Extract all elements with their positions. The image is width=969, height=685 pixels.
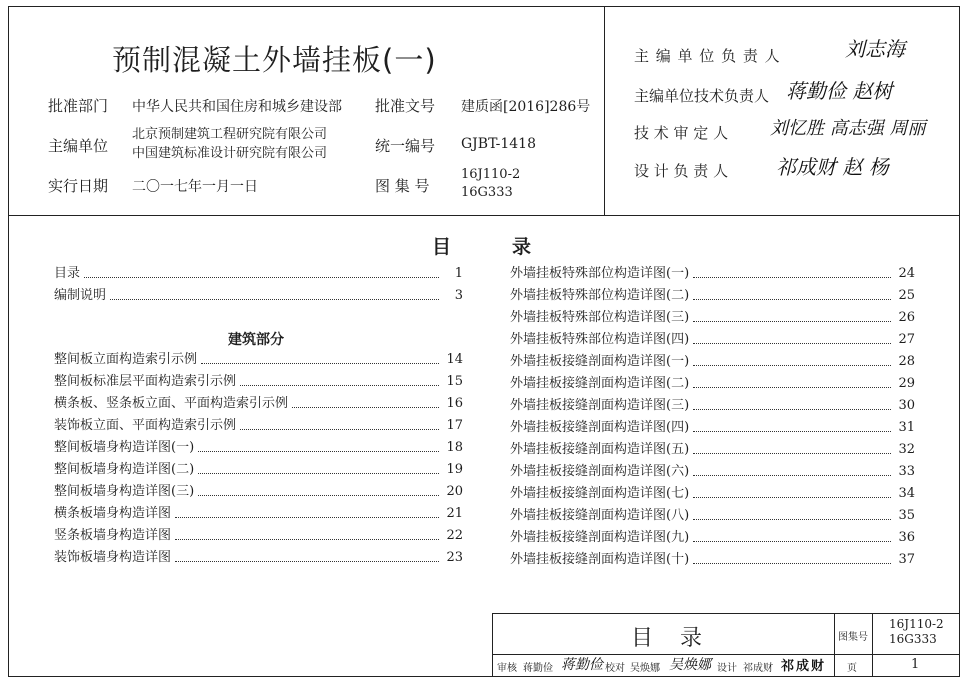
unified-no-label: 统一编号 <box>375 137 436 155</box>
toc-item-title: 整间板墙身构造详图(一) <box>54 440 195 455</box>
toc-item <box>54 263 463 285</box>
toc-item-title: 整间板标准层平面构造索引示例 <box>54 374 237 389</box>
toc-item-page: 15 <box>446 374 463 389</box>
toc-item-page: 21 <box>446 506 463 521</box>
toc-item <box>510 373 915 395</box>
atlas-title: 预制混凝土外墙挂板(一) <box>112 43 437 77</box>
toc-item-title: 竖条板墙身构造详图 <box>54 528 172 543</box>
approval-dept-value: 中华人民共和国住房和城乡建设部 <box>132 99 342 115</box>
resp-label-review: 技 术 审 定 人 <box>634 124 729 142</box>
toc-item-page: 27 <box>898 332 915 347</box>
toc-item <box>54 415 463 437</box>
toc-item-page: 35 <box>898 508 915 523</box>
toc-item <box>510 351 915 373</box>
toc-item <box>54 285 463 307</box>
toc-leader-dots <box>693 321 891 322</box>
toc-leader-dots <box>693 343 891 344</box>
toc-item-title: 外墙挂板接缝剖面构造详图(六) <box>510 464 690 479</box>
chief-unit-label: 主编单位 <box>48 137 109 155</box>
toc-item <box>54 503 463 525</box>
toc-leader-dots <box>693 519 891 520</box>
toc-item-page: 3 <box>454 288 463 303</box>
tb-page-value: 1 <box>911 657 920 672</box>
toc-item <box>510 285 915 307</box>
approval-doc-label: 批准文号 <box>375 97 436 115</box>
toc-item-page: 17 <box>446 418 463 433</box>
tb-design-name: 祁成财 <box>743 663 773 674</box>
toc-item <box>510 417 915 439</box>
atlas-no-value-1: 16J110-2 <box>461 167 521 182</box>
toc-item <box>510 307 915 329</box>
toc-item <box>510 483 915 505</box>
tb-check-name: 吴焕娜 <box>630 663 660 674</box>
toc-item-page: 18 <box>446 440 463 455</box>
toc-item <box>54 459 463 481</box>
toc-item-title: 外墙挂板特殊部位构造详图(二) <box>510 288 690 303</box>
toc-item-title: 横条板墙身构造详图 <box>54 506 172 521</box>
toc-leader-dots <box>198 451 439 452</box>
toc-item-title: 外墙挂板特殊部位构造详图(一) <box>510 266 690 281</box>
toc-item <box>510 395 915 417</box>
toc-item <box>54 349 463 371</box>
toc-item-page: 14 <box>446 352 463 367</box>
toc-leader-dots <box>84 277 439 278</box>
toc-item-page: 36 <box>898 530 915 545</box>
toc-item-title: 外墙挂板接缝剖面构造详图(七) <box>510 486 690 501</box>
toc-leader-dots <box>198 495 439 496</box>
toc-item-title: 外墙挂板接缝剖面构造详图(三) <box>510 398 690 413</box>
toc-item-page: 20 <box>446 484 463 499</box>
header-divider <box>604 6 605 216</box>
toc-leader-dots <box>693 277 891 278</box>
toc-item-title: 外墙挂板接缝剖面构造详图(一) <box>510 354 690 369</box>
toc-item-title: 整间板墙身构造详图(二) <box>54 462 195 477</box>
toc-item-page: 23 <box>446 550 463 565</box>
toc-leader-dots <box>693 431 891 432</box>
toc-heading-1: 目 <box>432 236 452 258</box>
toc-item-title: 编制说明 <box>54 288 107 303</box>
toc-item <box>510 527 915 549</box>
tb-page-label: 页 <box>847 663 857 674</box>
effective-date-label: 实行日期 <box>48 177 109 195</box>
resp-signature-review: 刘忆胜 高志强 周丽 <box>770 118 926 139</box>
section-title-architecture: 建筑部分 <box>228 332 284 348</box>
toc-item-title: 外墙挂板特殊部位构造详图(四) <box>510 332 690 347</box>
toc-leader-dots <box>175 561 439 562</box>
toc-item-page: 22 <box>446 528 463 543</box>
toc-item <box>54 481 463 503</box>
toc-item-title: 外墙挂板接缝剖面构造详图(十) <box>510 552 690 567</box>
approval-dept-label: 批准部门 <box>48 97 109 115</box>
tb-atlas-value-1: 16J110-2 <box>889 617 944 631</box>
toc-item-title: 外墙挂板接缝剖面构造详图(四) <box>510 420 690 435</box>
toc-item-page: 33 <box>898 464 915 479</box>
toc-leader-dots <box>693 387 891 388</box>
tb-review-signature: 蒋勤俭 <box>561 657 603 673</box>
toc-leader-dots <box>201 363 439 364</box>
chief-unit-value-2: 中国建筑标准设计研究院有限公司 <box>132 146 328 161</box>
tb-review-name: 蒋勤俭 <box>523 663 553 674</box>
toc-item <box>510 439 915 461</box>
resp-label-tech: 主编单位技术负责人 <box>634 87 770 105</box>
toc-leader-dots <box>175 539 439 540</box>
toc-item-page: 19 <box>446 462 463 477</box>
tb-title: 目 录 <box>631 626 712 651</box>
toc-item <box>54 437 463 459</box>
toc-item-title: 横条板、竖条板立面、平面构造索引示例 <box>54 396 289 411</box>
toc-right-list <box>510 263 915 571</box>
toc-item <box>54 393 463 415</box>
toc-leader-dots <box>110 299 439 300</box>
toc-item <box>54 371 463 393</box>
toc-item-page: 34 <box>898 486 915 501</box>
resp-signature-design: 祁成财 赵 杨 <box>776 155 889 179</box>
toc-leader-dots <box>175 517 439 518</box>
toc-item-page: 25 <box>898 288 915 303</box>
toc-item-title: 整间板立面构造索引示例 <box>54 352 198 367</box>
tb-divider-1 <box>834 614 835 676</box>
toc-item-title: 目录 <box>54 266 81 281</box>
toc-item-page: 32 <box>898 442 915 457</box>
toc-item-page: 37 <box>898 552 915 567</box>
toc-leader-dots <box>693 475 891 476</box>
toc-leader-dots <box>198 473 439 474</box>
toc-item <box>510 461 915 483</box>
toc-leader-dots <box>240 385 439 386</box>
toc-heading-2: 录 <box>512 236 532 258</box>
toc-item <box>510 505 915 527</box>
approval-doc-value: 建质函[2016]286号 <box>461 99 591 115</box>
toc-item-page: 26 <box>898 310 915 325</box>
resp-signature-tech: 蒋勤俭 赵树 <box>786 79 893 103</box>
chief-unit-value-1: 北京预制建筑工程研究院有限公司 <box>132 127 328 142</box>
tb-check-signature: 吴焕娜 <box>669 657 711 673</box>
toc-item <box>510 549 915 571</box>
toc-leader-dots <box>693 563 891 564</box>
tb-design-label: 设计 <box>717 663 737 674</box>
toc-item-page: 16 <box>446 396 463 411</box>
toc-item-title: 外墙挂板接缝剖面构造详图(五) <box>510 442 690 457</box>
title-block <box>492 613 960 677</box>
toc-item-title: 外墙挂板接缝剖面构造详图(二) <box>510 376 690 391</box>
tb-atlas-label: 图集号 <box>838 632 868 643</box>
tb-review-label: 审核 <box>497 663 517 674</box>
toc-item-title: 外墙挂板特殊部位构造详图(三) <box>510 310 690 325</box>
toc-item-page: 29 <box>898 376 915 391</box>
toc-item-title: 整间板墙身构造详图(三) <box>54 484 195 499</box>
tb-design-signature: 祁成财 <box>781 659 827 674</box>
atlas-no-value-2: 16G333 <box>461 185 513 200</box>
tb-check-label: 校对 <box>605 663 625 674</box>
toc-item-title: 装饰板墙身构造详图 <box>54 550 172 565</box>
atlas-no-label: 图 集 号 <box>375 177 430 195</box>
toc-left-top-list <box>54 263 463 307</box>
tb-divider-2 <box>872 614 873 676</box>
toc-leader-dots <box>693 453 891 454</box>
tb-atlas-value-2: 16G333 <box>889 632 937 646</box>
toc-item-page: 1 <box>454 266 463 281</box>
toc-leader-dots <box>693 409 891 410</box>
toc-item <box>510 329 915 351</box>
toc-item <box>54 547 463 569</box>
toc-leader-dots <box>693 541 891 542</box>
resp-signature-chief: 刘志海 <box>845 37 905 61</box>
toc-item-title: 外墙挂板接缝剖面构造详图(九) <box>510 530 690 545</box>
toc-leader-dots <box>693 497 891 498</box>
toc-item-page: 30 <box>898 398 915 413</box>
effective-date-value: 二〇一七年一月一日 <box>132 179 258 195</box>
toc-item-title: 外墙挂板接缝剖面构造详图(八) <box>510 508 690 523</box>
toc-left-list <box>54 349 463 569</box>
toc-item-title: 装饰板立面、平面构造索引示例 <box>54 418 237 433</box>
toc-item-page: 28 <box>898 354 915 369</box>
toc-leader-dots <box>292 407 439 408</box>
unified-no-value: GJBT-1418 <box>461 136 536 152</box>
toc-item-page: 24 <box>898 266 915 281</box>
toc-item <box>54 525 463 547</box>
resp-label-chief: 主 编 单 位 负 责 人 <box>634 47 781 65</box>
toc-leader-dots <box>693 299 891 300</box>
toc-leader-dots <box>693 365 891 366</box>
toc-leader-dots <box>240 429 439 430</box>
resp-label-design: 设 计 负 责 人 <box>634 162 729 180</box>
toc-item-page: 31 <box>898 420 915 435</box>
toc-item <box>510 263 915 285</box>
